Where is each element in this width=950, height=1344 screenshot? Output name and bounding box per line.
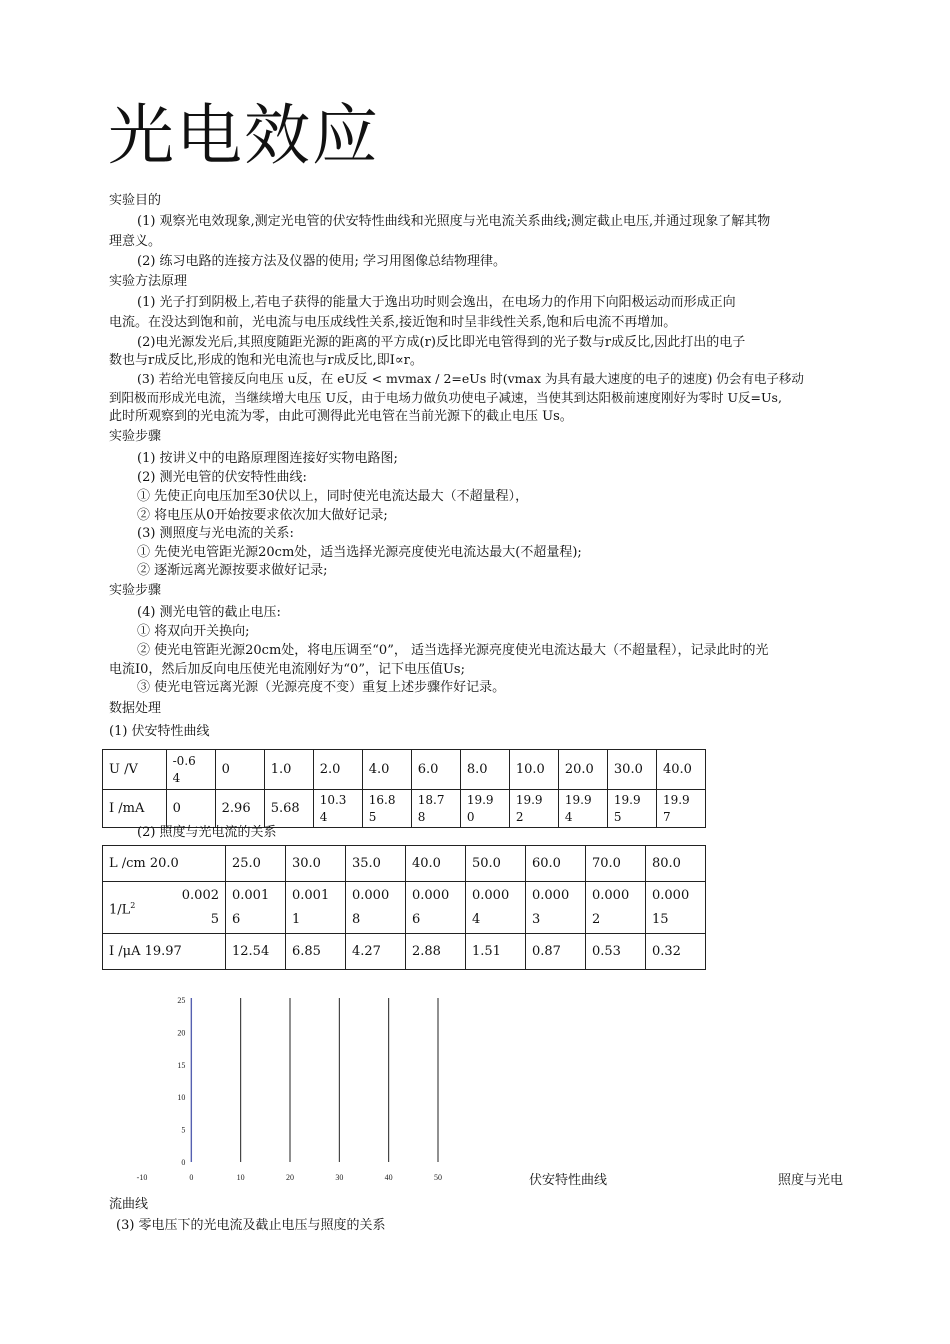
table-cell: 35.0 bbox=[346, 846, 406, 882]
table-cell: 0.000 2 bbox=[586, 882, 646, 934]
page-title: 光电效应 bbox=[108, 97, 380, 174]
table-cell: U /V bbox=[103, 750, 167, 790]
table-cell: I /mA bbox=[103, 790, 167, 828]
table-cell: 8.0 bbox=[460, 750, 509, 790]
table-cell: 10.3 4 bbox=[313, 790, 362, 828]
table-cell: 5.68 bbox=[264, 790, 313, 828]
table-cell: 25.0 bbox=[226, 846, 286, 882]
table-cell: 1.0 bbox=[264, 750, 313, 790]
y-tick-label: 25 bbox=[177, 996, 186, 1005]
table-cell: 2.88 bbox=[406, 934, 466, 970]
chart-caption-illuminance-cont: 流曲线 bbox=[109, 1197, 149, 1212]
table-cell: 19.9 5 bbox=[607, 790, 656, 828]
paragraph: (2) 练习电路的连接方法及仪器的使用; 学习用图像总结物理律。 bbox=[137, 254, 507, 269]
table-cell: 0.000 3 bbox=[526, 882, 586, 934]
y-tick-label: 5 bbox=[181, 1125, 186, 1135]
table-cell: 40.0 bbox=[656, 750, 705, 790]
list-item: ① 先使光电管距光源20cm处，适当选择光源亮度使光电流达最大(不超量程); bbox=[137, 545, 582, 560]
table-row bbox=[103, 750, 706, 790]
x-tick-label: -10 bbox=[136, 1173, 148, 1182]
table-row bbox=[103, 790, 706, 828]
table-cell: 0.001 6 bbox=[226, 882, 286, 934]
list-item: ② 将电压从0开始按要求依次加大做好记录; bbox=[137, 508, 388, 523]
table-cell: 2.0 bbox=[313, 750, 362, 790]
x-tick-label: 10 bbox=[236, 1173, 245, 1182]
section-heading-data: 数据处理 bbox=[109, 701, 162, 716]
table-cell: 30.0 bbox=[286, 846, 346, 882]
table-cell: 2.96 bbox=[215, 790, 264, 828]
list-item: (2) 测光电管的伏安特性曲线: bbox=[137, 470, 307, 485]
table-cell: 4.0 bbox=[362, 750, 411, 790]
y-tick-label: 15 bbox=[177, 1060, 186, 1070]
table-cell: 6.85 bbox=[286, 934, 346, 970]
list-item: (1) 按讲义中的电路原理图连接好实物电路图; bbox=[137, 451, 398, 466]
section-heading-steps-2: 实验步骤 bbox=[109, 583, 162, 598]
table-cell: 16.8 5 bbox=[362, 790, 411, 828]
table-cell: 0.53 bbox=[586, 934, 646, 970]
table-cell: 0.000 6 bbox=[406, 882, 466, 934]
list-item: 电流I0，然后加反向电压使光电流刚好为“0”，记下电压值Us; bbox=[109, 662, 465, 677]
chart-caption-illuminance: 照度与光电 bbox=[778, 1173, 844, 1188]
y-tick-label: 0 bbox=[181, 1158, 186, 1167]
table-cell: 18.7 8 bbox=[411, 790, 460, 828]
table-cell: 19.9 0 bbox=[460, 790, 509, 828]
section-heading-steps: 实验步骤 bbox=[109, 429, 162, 444]
table-cell: 30.0 bbox=[607, 750, 656, 790]
y-tick-label: 10 bbox=[177, 1093, 186, 1103]
iv-data-table bbox=[102, 749, 706, 828]
table-cell: -0.6 4 bbox=[166, 750, 215, 790]
table-cell: 4.27 bbox=[346, 934, 406, 970]
table-cell: 0.32 bbox=[646, 934, 706, 970]
paragraph: 理意义。 bbox=[109, 234, 162, 249]
illuminance-data-table bbox=[102, 845, 706, 970]
table-cell: 80.0 bbox=[646, 846, 706, 882]
subheading-cutoff: (3) 零电压下的光电流及截止电压与照度的关系 bbox=[116, 1218, 386, 1233]
table-cell: 12.54 bbox=[226, 934, 286, 970]
paragraph: (1) 光子打到阴极上,若电子获得的能量大于逸出功时则会逸出，在电场力的作用下向阳极运动而形成正向 bbox=[137, 295, 736, 310]
y-tick-label: 20 bbox=[177, 1028, 186, 1038]
table-cell: L /cm 20.0 bbox=[103, 846, 226, 882]
list-item: ① 将双向开关换向; bbox=[137, 624, 250, 639]
table-cell: 10.0 bbox=[509, 750, 558, 790]
section-heading-principle: 实验方法原理 bbox=[109, 274, 188, 289]
paragraph: (3) 若给光电管接反向电压 u反，在 eU反 < mvmax / 2=eUs 时(vmax 为具有最大速度的电子的速度) 仍会有电子移动 bbox=[137, 371, 804, 386]
x-tick-label: 40 bbox=[384, 1173, 393, 1182]
table-cell: I /μA 19.97 bbox=[103, 934, 226, 970]
table-row bbox=[103, 882, 706, 934]
list-item: ① 先使正向电压加至30伏以上，同时使光电流达最大（不超量程）， bbox=[137, 489, 529, 504]
table-cell: 1.51 bbox=[466, 934, 526, 970]
table-cell: 0.001 1 bbox=[286, 882, 346, 934]
paragraph: (1) 观察光电效现象,测定光电管的伏安特性曲线和光照度与光电流关系曲线;测定截止电压,并通过现象了解其物 bbox=[137, 214, 771, 229]
table-cell: 6.0 bbox=[411, 750, 460, 790]
paragraph: 到阳极而形成光电流，当继续增大电压 U反，由于电场力做负功使电子减速，当使其到达阳极前速度刚好为零时 U反=Us, bbox=[109, 390, 782, 405]
table-row bbox=[103, 846, 706, 882]
list-item: (4) 测光电管的截止电压: bbox=[137, 605, 281, 620]
table-cell: 50.0 bbox=[466, 846, 526, 882]
table-cell: $1/L^2$ bbox=[103, 882, 166, 934]
table-cell: 20.0 bbox=[558, 750, 607, 790]
table-cell: 70.0 bbox=[586, 846, 646, 882]
list-item: ③ 使光电管远离光源（光源亮度不变）重复上述步骤作好记录。 bbox=[137, 680, 506, 695]
x-tick-label: 0 bbox=[189, 1173, 194, 1182]
subheading-iv-curve: (1) 伏安特性曲线 bbox=[109, 724, 210, 739]
paragraph: (2)电光源发光后,其照度随距光源的距离的平方成(r)反比即光电管得到的光子数与r成反比,因此打出的电子 bbox=[137, 335, 746, 350]
chart-caption-iv: 伏安特性曲线 bbox=[529, 1173, 608, 1188]
inverse-l-label: 1/L bbox=[109, 902, 131, 918]
iv-curve-chart bbox=[100, 990, 460, 1190]
table-cell: 19.9 4 bbox=[558, 790, 607, 828]
table-cell: 0.87 bbox=[526, 934, 586, 970]
table-cell: 0.000 4 bbox=[466, 882, 526, 934]
paragraph: 数也与r成反比,形成的饱和光电流也与r成反比,即I∝r。 bbox=[109, 353, 423, 368]
table-cell: 0.000 15 bbox=[646, 882, 706, 934]
table-cell: 0.002 5 bbox=[165, 882, 226, 934]
table-cell: 19.9 2 bbox=[509, 790, 558, 828]
subheading-illuminance: (2) 照度与光电流的关系 bbox=[137, 825, 277, 840]
list-item: ② 逐渐远离光源按要求做好记录; bbox=[137, 563, 328, 578]
table-cell: 40.0 bbox=[406, 846, 466, 882]
table-row bbox=[103, 934, 706, 970]
paragraph: 电流。在没达到饱和前，光电流与电压成线性关系,接近饱和时呈非线性关系,饱和后电流不再增加。 bbox=[109, 315, 677, 330]
paragraph: 此时所观察到的光电流为零，由此可测得此光电管在当前光源下的截止电压 Us。 bbox=[109, 409, 573, 424]
x-tick-label: 50 bbox=[434, 1173, 442, 1182]
table-cell: 0 bbox=[215, 750, 264, 790]
x-tick-label: 20 bbox=[286, 1173, 294, 1182]
table-cell: 19.9 7 bbox=[656, 790, 705, 828]
table-cell: 0 bbox=[166, 790, 215, 828]
list-item: ② 使光电管距光源20cm处，将电压调至“0”， 适当选择光源亮度使光电流达最大（不超量程），记录此时的光 bbox=[137, 643, 769, 658]
list-item: (3) 测照度与光电流的关系: bbox=[137, 526, 294, 541]
x-tick-label: 30 bbox=[335, 1173, 344, 1182]
table-cell: 0.000 8 bbox=[346, 882, 406, 934]
table-cell: 60.0 bbox=[526, 846, 586, 882]
section-heading-purpose: 实验目的 bbox=[109, 193, 162, 208]
